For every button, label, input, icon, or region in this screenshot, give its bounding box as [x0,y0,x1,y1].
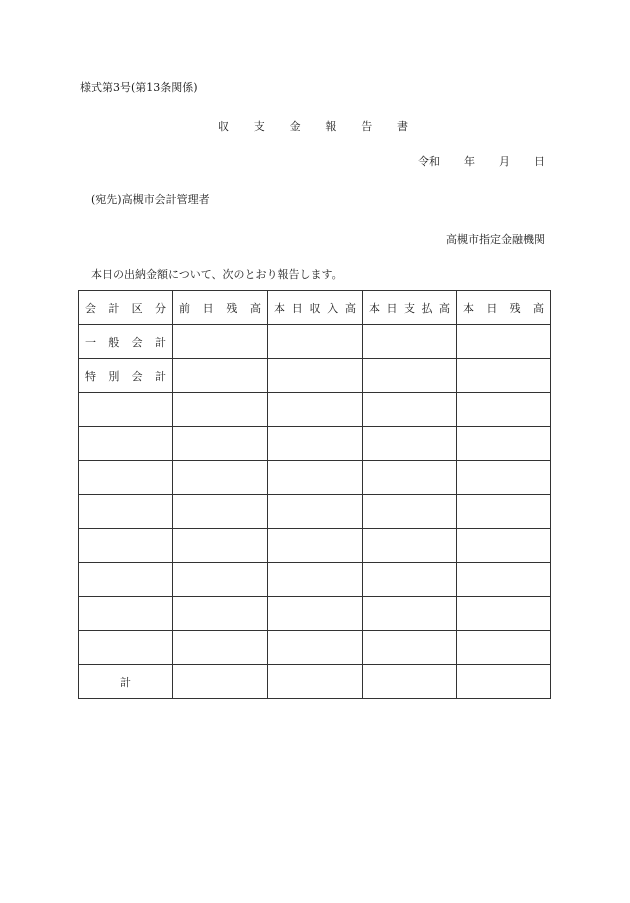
column-header [268,291,363,325]
amount-cell[interactable] [457,495,551,529]
amount-cell[interactable] [457,563,551,597]
amount-cell[interactable] [363,461,457,495]
row-label-cell [79,631,173,665]
cell-char: 高 [345,301,356,315]
cell-char: 支 [404,301,415,315]
amount-cell[interactable] [268,597,363,631]
intro-text: 本日の出納金額について、次のとおり報告します。 [91,268,343,281]
cell-char: 本 [463,301,474,315]
era-label: 令和 [418,155,440,168]
row-label-cell [79,359,173,393]
amount-cell[interactable] [457,393,551,427]
amount-cell[interactable] [173,631,268,665]
cell-char: 区 [131,301,143,315]
cell-char: 本 [274,301,285,315]
amount-cell[interactable] [268,427,363,461]
year-label: 年 [464,155,475,168]
report-table [78,290,551,699]
amount-cell[interactable] [457,529,551,563]
amount-cell[interactable] [363,597,457,631]
amount-cell[interactable] [268,631,363,665]
title-char: 金 [289,120,301,133]
amount-cell[interactable] [363,631,457,665]
column-header [173,291,268,325]
column-header [79,291,173,325]
amount-cell[interactable] [268,393,363,427]
title-char: 支 [253,120,265,133]
amount-cell[interactable] [268,529,363,563]
day-label: 日 [534,155,545,168]
amount-cell[interactable] [173,393,268,427]
table-row [79,427,551,461]
total-amount-cell[interactable] [457,665,551,699]
table-row [79,563,551,597]
row-label-cell [79,461,173,495]
column-header [363,291,457,325]
cell-char: 一 [85,335,96,349]
amount-cell[interactable] [268,325,363,359]
amount-cell[interactable] [173,427,268,461]
total-amount-cell[interactable] [268,665,363,699]
amount-cell[interactable] [457,427,551,461]
table-row [79,393,551,427]
row-label-cell [79,427,173,461]
title-char: 告 [361,120,373,133]
cell-char: 高 [249,301,261,315]
month-label: 月 [499,155,510,168]
cell-char: 分 [154,301,166,315]
form-number: 様式第3号(第13条関係) [80,81,198,94]
cell-char: 会 [85,301,96,315]
amount-cell[interactable] [457,461,551,495]
title-char: 収 [218,120,229,133]
amount-cell[interactable] [363,427,457,461]
table-row [79,325,551,359]
total-label: 計 [79,665,173,699]
cell-char: 前 [179,301,190,315]
table-row [79,359,551,393]
cell-char: 計 [154,369,166,383]
column-header [457,291,551,325]
amount-cell[interactable] [363,359,457,393]
cell-char: 別 [108,369,120,383]
title-char: 書 [396,120,408,133]
amount-cell[interactable] [268,495,363,529]
cell-char: 残 [509,301,521,315]
table-row [79,495,551,529]
amount-cell[interactable] [363,495,457,529]
amount-cell[interactable] [268,563,363,597]
table-row [79,461,551,495]
cell-char: 会 [131,369,143,383]
total-amount-cell[interactable] [363,665,457,699]
amount-cell[interactable] [363,325,457,359]
document-title [218,120,408,134]
cell-char: 本 [369,301,380,315]
amount-cell[interactable] [173,529,268,563]
amount-cell[interactable] [173,563,268,597]
reporter-name: 高槻市指定金融機関 [446,233,545,246]
table-row [79,631,551,665]
amount-cell[interactable] [173,495,268,529]
cell-char: 入 [327,301,339,315]
cell-char: 払 [421,301,433,315]
row-label-cell [79,597,173,631]
addressee: (宛先)高槻市会計管理者 [91,193,210,206]
amount-cell[interactable] [173,325,268,359]
row-label-cell [79,529,173,563]
date-line [418,155,545,169]
amount-cell[interactable] [457,359,551,393]
cell-char: 特 [85,369,96,383]
cell-char: 会 [131,335,143,349]
amount-cell[interactable] [363,393,457,427]
table-row [79,597,551,631]
amount-cell[interactable] [363,529,457,563]
row-label-cell [79,393,173,427]
amount-cell[interactable] [173,461,268,495]
cell-char: 計 [108,301,120,315]
cell-char: 残 [226,301,238,315]
header-row [79,291,551,325]
row-label-cell [79,563,173,597]
cell-char: 高 [439,301,450,315]
amount-cell[interactable] [173,597,268,631]
amount-cell[interactable] [363,563,457,597]
amount-cell[interactable] [173,359,268,393]
total-amount-cell[interactable] [173,665,268,699]
row-label-cell [79,495,173,529]
amount-cell[interactable] [268,461,363,495]
amount-cell[interactable] [457,597,551,631]
cell-char: 日 [202,301,214,315]
cell-char: 収 [309,301,321,315]
cell-char: 日 [386,301,398,315]
title-char: 報 [325,120,337,133]
amount-cell[interactable] [457,325,551,359]
cell-char: 日 [291,301,303,315]
row-label-cell [79,325,173,359]
amount-cell[interactable] [268,359,363,393]
cell-char: 日 [486,301,498,315]
table-row [79,529,551,563]
cell-char: 般 [108,335,120,349]
total-row [79,665,551,699]
amount-cell[interactable] [457,631,551,665]
cell-char: 高 [532,301,544,315]
cell-char: 計 [154,335,166,349]
